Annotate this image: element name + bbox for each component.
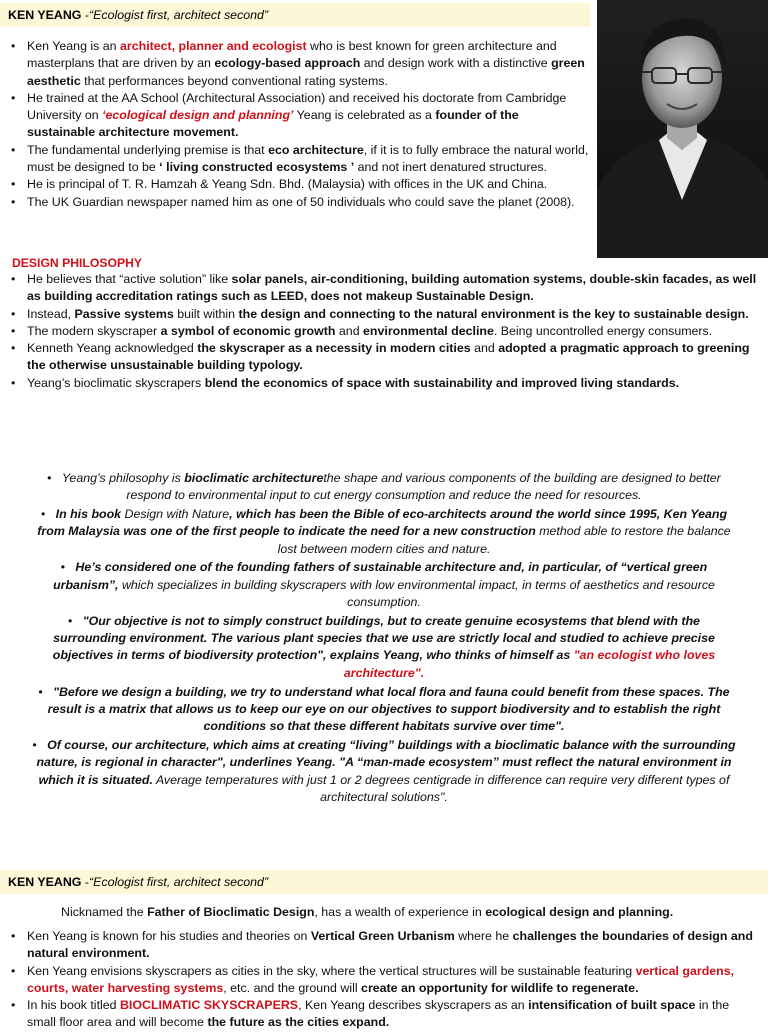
bio-bullet: [0, 194, 590, 211]
text-run: bioclimatic architecture: [184, 471, 324, 485]
slide-2: [0, 470, 768, 808]
text-run: Design with Nature: [124, 507, 230, 522]
design-philosophy-heading: DESIGN PHILOSOPHY: [12, 256, 143, 270]
text-run: where he: [454, 929, 513, 943]
text-run: Ken Yeang is an: [27, 39, 121, 53]
text-run: challenges the boundaries of design and natural environment.: [27, 929, 753, 961]
text-run: In his book titled: [27, 998, 120, 1013]
slide-1-title: [0, 3, 590, 27]
quote-paragraph: [30, 559, 738, 611]
text-run: solar panels, air-conditioning, building automation systems, double-skin facades, as well as building accreditation ratings such as LEED, does not makeup Sustainable Design.: [27, 272, 757, 304]
text-run: eco architecture: [268, 142, 364, 157]
text-run: green aesthetic: [27, 56, 585, 88]
portrait-photo: [597, 0, 768, 258]
text-run: He’s considered one of the founding fathers of sustainable architecture and, in particular, of “vertical green urbanism”,: [53, 560, 708, 592]
text-run: which specializes in building skyscrapers with low environmental impact, in terms of aesthetics and resource consumption.: [118, 577, 715, 610]
text-run: The modern skyscraper: [27, 323, 161, 338]
philosophy-bullet: [0, 271, 760, 306]
text-run: , if it is to fully embrace the natural world, must be designed to be: [27, 142, 589, 175]
slide-1: [0, 0, 768, 420]
design-philosophy-list: [0, 271, 760, 392]
bio-bullet: [0, 90, 590, 142]
text-run: built within: [173, 306, 239, 321]
text-run: Ken Yeang is known for his studies and theories on: [27, 929, 311, 943]
text-run: a symbol of economic growth: [160, 323, 336, 338]
bioclimatic-bullet: [0, 997, 760, 1032]
text-run: vertical gardens, courts, water harvesting systems: [27, 963, 735, 995]
philosophy-bullet: [0, 323, 760, 340]
text-run: "an ecologist who loves architecture".: [343, 648, 716, 680]
text-run: who is best known for green architecture and masterplans that are driven by an: [27, 39, 557, 71]
intro-line: [61, 904, 761, 921]
text-run: that performances beyond conventional rating systems.: [80, 73, 388, 88]
text-run: In his book: [55, 507, 125, 522]
quote-paragraph: [30, 506, 738, 558]
text-run: Passive systems: [74, 306, 174, 321]
text-run: , etc. and the ground will: [223, 980, 362, 995]
text-run: intensification of built space: [528, 998, 696, 1013]
bio-bullet: [0, 38, 590, 90]
text-run: "Before we design a building, we try to understand what local flora and fauna could benefit from these spaces. The result is a matrix that allows us to keep our eye on our objectives to support biodiversity and to establish the right conditions so that these different habitats survive over time".: [47, 684, 730, 734]
quote-paragraph: [30, 684, 738, 736]
text-run: Ken Yeang envisions skyscrapers as cities in the sky, where the vertical structures will be sustainable featuring: [27, 963, 636, 978]
quote-paragraph: [30, 613, 738, 682]
text-run: the future as the cities expand.: [207, 1015, 390, 1030]
text-run: and not inert denatured structures.: [354, 160, 548, 175]
text-run: . Being uncontrolled energy consumers.: [493, 323, 713, 338]
text-run: method able to restore the balance lost between modern cities and nature.: [277, 524, 731, 556]
text-run: He is principal of T. R. Hamzah & Yeang Sdn. Bhd. (Malaysia) with offices in the UK and China.: [27, 177, 548, 192]
text-run: Of course, our architecture, which aims at creating “living” buildings with a bioclimatic balance with the surrounding nature, is regional in character", underlines Yeang. "A “man-made ecosystem” must reflect the natural environment in which it is situated.: [36, 737, 736, 787]
text-run: The UK Guardian newspaper named him as one of 50 individuals who could save the planet (2008).: [27, 194, 575, 209]
text-run: founder of the sustainable architecture movement.: [27, 108, 519, 140]
text-run: the design and connecting to the natural environment is the key to sustainable design.: [238, 306, 749, 321]
bio-bullet: [0, 142, 590, 177]
text-run: Father of Bioclimatic Design: [147, 905, 315, 919]
text-run: and design work with a distinctive: [360, 56, 552, 71]
text-run: He believes that “active solution” like: [27, 272, 232, 286]
text-run: ecology-based approach: [214, 56, 361, 71]
text-run: Yeang’s bioclimatic skyscrapers: [27, 375, 205, 390]
title-name: KEN YEANG: [8, 875, 82, 889]
bio-bullet: [0, 176, 590, 193]
text-run: blend the economics of space with sustainability and improved living standards.: [204, 375, 680, 390]
bioclimatic-bullet-list: [0, 928, 760, 1032]
text-run: Yeang’s philosophy is: [61, 471, 185, 485]
text-run: , which has been the Bible of eco-architects around the world since 1995, Ken Yeang from Malaysia was one of the first people to indicate the need for a new construction: [37, 507, 728, 539]
text-run: , has a wealth of experience in: [314, 905, 486, 919]
title-quote: “Ecologist first, architect second”: [89, 875, 269, 889]
text-run: The fundamental underlying premise is that: [27, 142, 269, 157]
quote-paragraph: [30, 737, 738, 806]
text-run: Average temperatures with just 1 or 2 degrees centigrade in difference can require very different types of architectural solutions".: [152, 772, 730, 804]
text-run: Nicknamed the: [61, 905, 148, 919]
text-run: ecological design and planning.: [485, 905, 674, 919]
intro-bullet-list: [0, 38, 590, 211]
text-run: Yeang is celebrated as a: [293, 108, 436, 123]
text-run: Instead,: [27, 306, 75, 321]
text-run: ‘ecological design and planning’: [102, 108, 294, 123]
philosophy-bullet: [0, 306, 760, 323]
bioclimatic-bullet: [0, 963, 760, 998]
text-run: environmental decline: [363, 323, 494, 338]
text-run: in the small floor area and will become: [27, 998, 730, 1030]
slide-3: [0, 868, 768, 1030]
text-run: Kenneth Yeang acknowledged: [27, 341, 198, 356]
slide-3-title: [0, 870, 768, 894]
text-run: the skyscraper as a necessity in modern cities: [197, 341, 471, 356]
text-run: create an opportunity for wildlife to regenerate.: [361, 980, 639, 995]
title-quote: “Ecologist first, architect second”: [89, 8, 269, 22]
title-separator: -: [81, 875, 90, 889]
text-run: "Our objective is not to simply construct buildings, but to create genuine ecosystems that blend with the surrounding environment. The various plant species that we use are strictly local and studied to achieve precise objectives in terms of biodiversity protection", explains Yeang, who thinks of himself as: [52, 613, 715, 663]
title-separator: -: [81, 8, 90, 22]
text-run: and: [335, 323, 364, 338]
text-run: Vertical Green Urbanism: [310, 929, 455, 943]
text-run: the shape and various components of the building are designed to better respond to environmental input to cut energy consumption and reduce the need for resources.: [126, 471, 721, 503]
philosophy-bullet: [0, 375, 760, 392]
bioclimatic-bullet: [0, 928, 760, 963]
title-name: KEN YEANG: [8, 8, 82, 22]
text-run: architect, planner and ecologist: [120, 39, 307, 53]
text-run: adopted a pragmatic approach to greening the otherwise unsustainable building typology.: [27, 341, 750, 373]
quote-paragraph: [30, 470, 738, 505]
text-run: ‘ living constructed ecosystems ’: [159, 160, 355, 175]
text-run: He trained at the AA School (Architectural Association) and received his doctorate from Cambridge University on: [27, 90, 567, 123]
text-run: and: [470, 341, 499, 356]
text-run: , Ken Yeang describes skyscrapers as an: [298, 998, 529, 1013]
text-run: BIOCLIMATIC SKYSCRAPERS: [119, 998, 299, 1013]
philosophy-bullet: [0, 340, 760, 375]
